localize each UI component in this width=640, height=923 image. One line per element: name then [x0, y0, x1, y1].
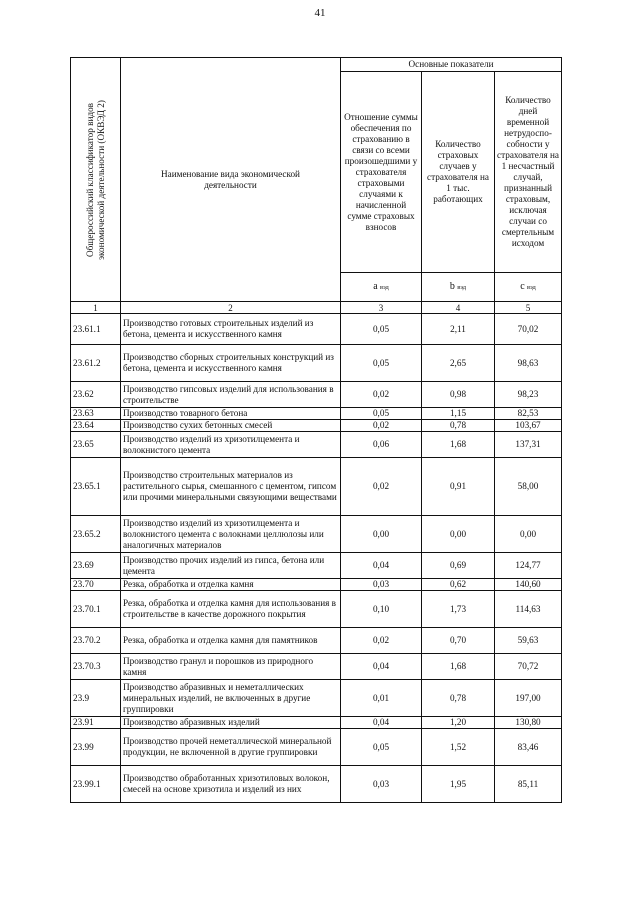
value-b-cell: 1,15: [422, 408, 495, 420]
value-b-cell: 0,98: [422, 382, 495, 408]
value-c-cell: 103,67: [495, 420, 562, 432]
value-a-cell: 0,05: [341, 314, 422, 345]
okved-code-cell: 23.70.3: [71, 654, 121, 680]
column-number-4: 4: [422, 302, 495, 314]
value-a-cell: 0,04: [341, 654, 422, 680]
value-b-cell: 0,78: [422, 420, 495, 432]
value-b-cell: 0,69: [422, 553, 495, 579]
value-a-cell: 0,02: [341, 458, 422, 516]
table-row: [71, 680, 562, 717]
page-number: 41: [314, 7, 326, 19]
value-a-cell: 0,05: [341, 408, 422, 420]
okved-code-cell: 23.61.1: [71, 314, 121, 345]
okved-code-cell: 23.69: [71, 553, 121, 579]
activity-name-cell: Производство сборных строительных конструкций из бетона, цемента и искусственного камня: [121, 345, 341, 382]
activity-name-cell: Производство изделий из хризотилцемента и волокнистого цемента с волокнами целлюлозы или аналогичных материалов: [121, 516, 341, 553]
table-row: [71, 516, 562, 553]
value-a-cell: 0,02: [341, 628, 422, 654]
activity-name-cell: Производство товарного бетона: [121, 408, 341, 420]
table-row: [71, 654, 562, 680]
value-a-cell: 0,06: [341, 432, 422, 458]
value-c-cell: 98,23: [495, 382, 562, 408]
value-c-cell: 70,72: [495, 654, 562, 680]
table-row: [71, 314, 562, 345]
okved-code-cell: 23.62: [71, 382, 121, 408]
value-c-cell: 140,60: [495, 579, 562, 591]
value-a-cell: 0,02: [341, 382, 422, 408]
value-c-cell: 83,46: [495, 729, 562, 766]
table-row: [71, 382, 562, 408]
value-b-cell: 0,91: [422, 458, 495, 516]
activity-name-cell: Производство прочей неметаллической минеральной продукции, не включенной в другие группировки: [121, 729, 341, 766]
value-a-cell: 0,10: [341, 591, 422, 628]
activity-name-cell: Производство гранул и порошков из природного камня: [121, 654, 341, 680]
value-b-cell: 1,68: [422, 432, 495, 458]
okved-code-cell: 23.9: [71, 680, 121, 717]
value-b-cell: 0,00: [422, 516, 495, 553]
value-b-cell: 1,68: [422, 654, 495, 680]
value-b-cell: 2,11: [422, 314, 495, 345]
okved-column-header: [71, 58, 121, 302]
activity-name-cell: Резка, обработка и отделка камня: [121, 579, 341, 591]
okved-code-cell: 23.70.2: [71, 628, 121, 654]
symbol-b: b вэд: [422, 273, 495, 302]
column-number-1: 1: [71, 302, 121, 314]
value-a-cell: 0,05: [341, 729, 422, 766]
value-a-cell: 0,04: [341, 553, 422, 579]
okved-column-header-text: Общероссийский классификатор видов экономической деятельности (ОКВЭД 2): [84, 99, 106, 260]
activity-name-cell: Резка, обработка и отделка камня для памятников: [121, 628, 341, 654]
value-b-cell: 1,95: [422, 766, 495, 803]
value-c-cell: 82,53: [495, 408, 562, 420]
value-c-cell: 137,31: [495, 432, 562, 458]
activity-name-cell: Производство абразивных изделий: [121, 717, 341, 729]
okved-code-cell: 23.65: [71, 432, 121, 458]
value-c-cell: 70,02: [495, 314, 562, 345]
main-indicators-header: Основные показатели: [341, 58, 562, 72]
table-row: [71, 579, 562, 591]
table-row: [71, 628, 562, 654]
column-a-header: Отношение суммы обеспечения по страхованию в связи со всеми произошедшими у страхователя страховыми случаями к начисленной сумме страховых взносов: [341, 72, 422, 273]
table-row: [71, 553, 562, 579]
value-b-cell: 0,62: [422, 579, 495, 591]
value-a-cell: 0,04: [341, 717, 422, 729]
okved-code-cell: 23.99: [71, 729, 121, 766]
value-a-cell: 0,01: [341, 680, 422, 717]
value-b-cell: 1,52: [422, 729, 495, 766]
activity-name-cell: Производство изделий из хризотилцемента и волокнистого цемента: [121, 432, 341, 458]
okved-code-cell: 23.65.2: [71, 516, 121, 553]
activity-name-cell: Производство прочих изделий из гипса, бетона или цемента: [121, 553, 341, 579]
column-c-header: Количество дней временной нетрудоспо-собности у страхователя на 1 несчастный случай, признанный страховым, исключая случаи со смертельным исходом: [495, 72, 562, 273]
table-row: [71, 432, 562, 458]
indicators-table: [70, 57, 562, 803]
value-c-cell: 130,80: [495, 717, 562, 729]
okved-code-cell: 23.61.2: [71, 345, 121, 382]
value-c-cell: 98,63: [495, 345, 562, 382]
value-c-cell: 197,00: [495, 680, 562, 717]
value-a-cell: 0,02: [341, 420, 422, 432]
symbol-c: c вэд: [495, 273, 562, 302]
value-a-cell: 0,00: [341, 516, 422, 553]
column-number-2: 2: [121, 302, 341, 314]
value-c-cell: 124,77: [495, 553, 562, 579]
column-b-header: Количество страховых случаев у страхователя на 1 тыс. работающих: [422, 72, 495, 273]
value-b-cell: 0,70: [422, 628, 495, 654]
table-row: [71, 345, 562, 382]
activity-name-cell: Резка, обработка и отделка камня для использования в строительстве в качестве дорожного покрытия: [121, 591, 341, 628]
table-row: [71, 717, 562, 729]
name-column-header: Наименование вида экономической деятельности: [121, 58, 341, 302]
table-row: [71, 420, 562, 432]
okved-code-cell: 23.64: [71, 420, 121, 432]
table-row: [71, 408, 562, 420]
activity-name-cell: Производство гипсовых изделий для использования в строительстве: [121, 382, 341, 408]
okved-code-cell: 23.70: [71, 579, 121, 591]
okved-code-cell: 23.99.1: [71, 766, 121, 803]
table-body: [71, 314, 562, 803]
value-b-cell: 0,78: [422, 680, 495, 717]
activity-name-cell: Производство обработанных хризотиловых волокон, смесей на основе хризотила и изделий из них: [121, 766, 341, 803]
value-c-cell: 114,63: [495, 591, 562, 628]
okved-code-cell: 23.70.1: [71, 591, 121, 628]
symbol-a: a вэд: [341, 273, 422, 302]
value-b-cell: 2,65: [422, 345, 495, 382]
value-c-cell: 58,00: [495, 458, 562, 516]
value-c-cell: 59,63: [495, 628, 562, 654]
value-c-cell: 85,11: [495, 766, 562, 803]
table-row: [71, 729, 562, 766]
table-row: [71, 458, 562, 516]
value-a-cell: 0,03: [341, 766, 422, 803]
table-row: [71, 766, 562, 803]
value-a-cell: 0,05: [341, 345, 422, 382]
activity-name-cell: Производство строительных материалов из растительного сырья, смешанного с цементом, гипсом или прочими минеральными связующими веществами: [121, 458, 341, 516]
activity-name-cell: Производство абразивных и неметаллических минеральных изделий, не включенных в другие группировки: [121, 680, 341, 717]
okved-code-cell: 23.63: [71, 408, 121, 420]
value-a-cell: 0,03: [341, 579, 422, 591]
okved-code-cell: 23.65.1: [71, 458, 121, 516]
value-b-cell: 1,73: [422, 591, 495, 628]
value-b-cell: 1,20: [422, 717, 495, 729]
column-number-3: 3: [341, 302, 422, 314]
activity-name-cell: Производство сухих бетонных смесей: [121, 420, 341, 432]
activity-name-cell: Производство готовых строительных изделий из бетона, цемента и искусственного камня: [121, 314, 341, 345]
okved-code-cell: 23.91: [71, 717, 121, 729]
value-c-cell: 0,00: [495, 516, 562, 553]
table-row: [71, 591, 562, 628]
column-number-5: 5: [495, 302, 562, 314]
